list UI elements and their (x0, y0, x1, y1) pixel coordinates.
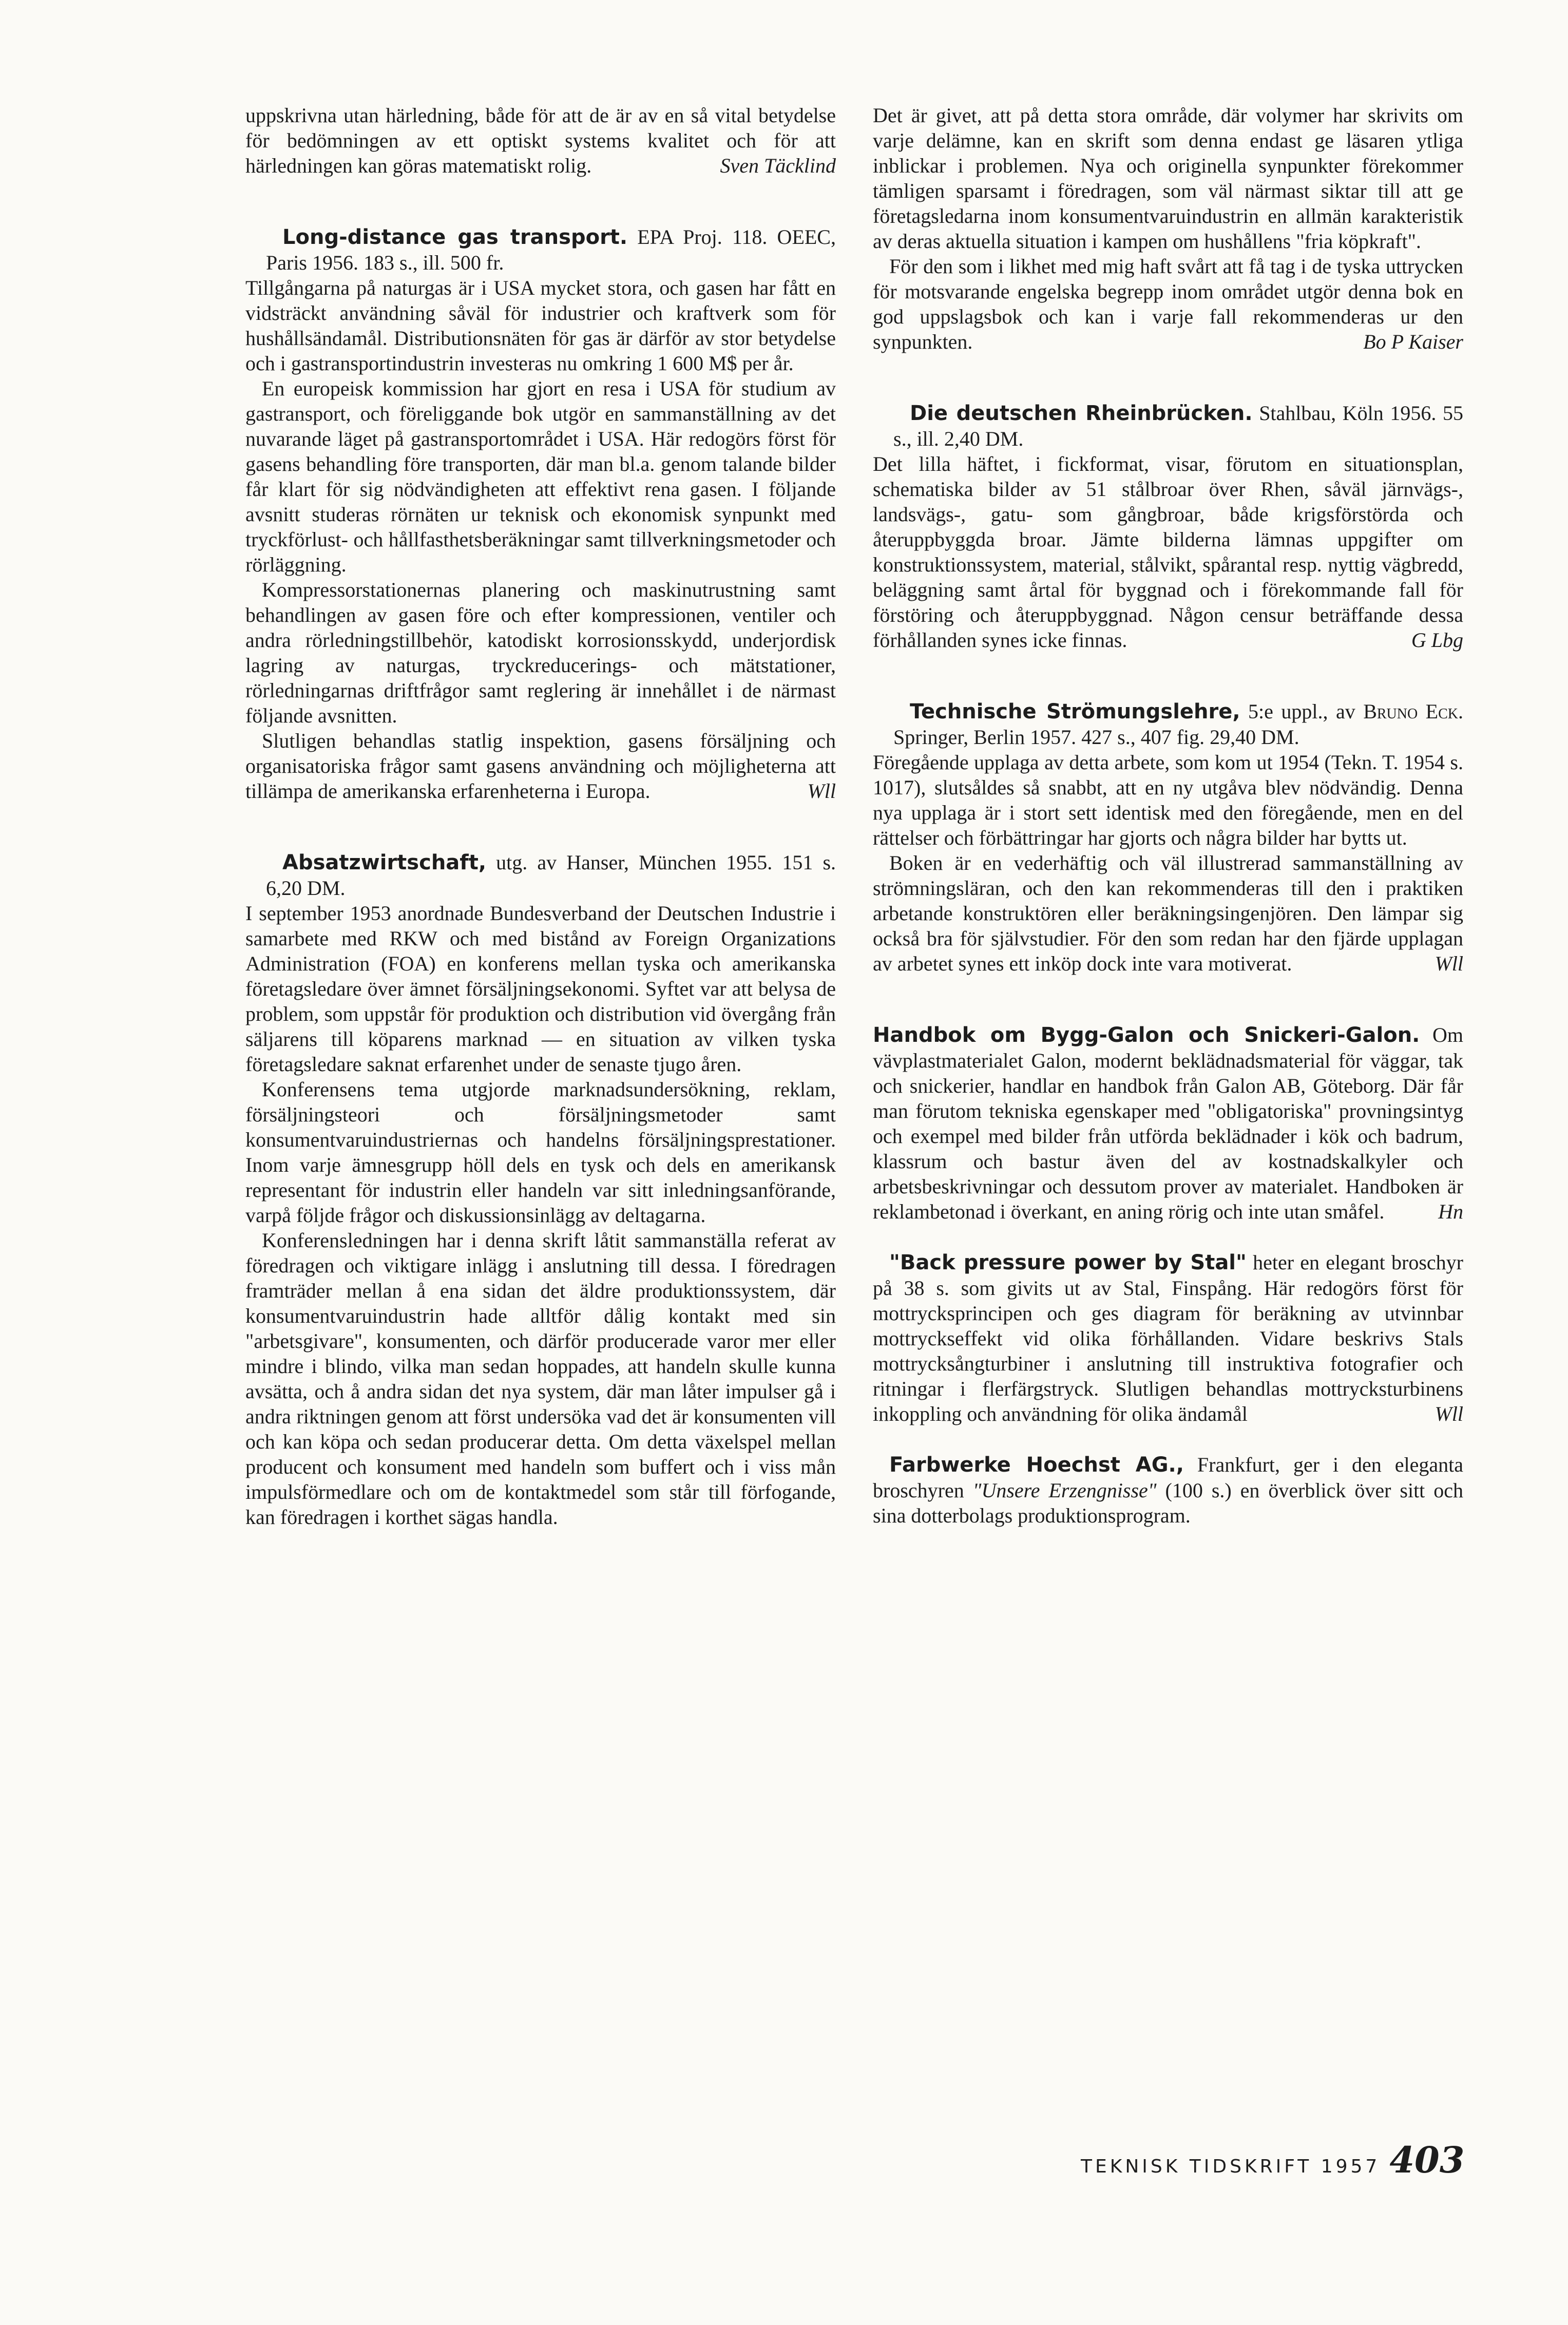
reviewer-signature: Bo P Kaiser (1363, 330, 1463, 353)
review-title: Die deutschen Rheinbrücken. (910, 402, 1253, 425)
paragraph: uppskrivna utan härledning, både för att de är av en så vital betydelse för bedömningen av ett optiskt systems kvalitet och för att härledningen kan göras matematiskt rolig. (245, 104, 836, 177)
reviewer-signature: Wll (807, 779, 836, 803)
reviewer-signature: Wll (1435, 1402, 1463, 1425)
paragraph: heter en elegant broschyr på 38 s. som givits ut av Stal, Finspång. Här redogörs först för mottrycksprincipen och ges diagram för beräkning av utvinnbar mottryckseffekt vid olika förhållanden. Vidare beskrivs Stals mottrycksångturbiner i anslutning till instruktiva fotografier och ritningar i flerfärgstryck. Slutligen behandlas mottrycksturbinens inkoppling och användning för olika ändamål (873, 1251, 1463, 1425)
page-footer (1081, 2139, 1465, 2181)
reviewer-signature: Wll (1435, 952, 1463, 975)
paragraph: Tillgångarna på naturgas är i USA mycket stora, och gasen har fått en vidsträckt användning såväl för industrier och kraftverk som för hushållsändamål. Distributionsnäten för gas är därför av stor betydelse och i gastransportindustrin investeras nu omkring 1 600 M$ per år. (245, 276, 836, 375)
paragraph: För den som i likhet med mig haft svårt att få tag i de tyska uttrycken för motsvarande engelska begrepp inom området utgör denna bok en god uppslagsbok och kan i varje fall rekommenderas ur den synpunkten. (873, 255, 1463, 353)
review-continuation (245, 103, 836, 178)
paragraph: Kompressorstationernas planering och maskinutrustning samt behandlingen av gasen före och efter kompressionen, ventiler och andra rörledningstillbehör, katodiskt korrosionsskydd, underjordisk lagring av naturgas, tryckreducerings- och mätstationer, rörledningarnas driftfrågor samt reglering är innehållet i de närmast följande avsnitten. (245, 578, 836, 727)
paragraph: Boken är en vederhäftig och väl illustrerad sammanställning av strömningsläran, och den kan rekommenderas till den i praktiken arbetande konstruktören eller beräkningsingenjören. Den lämpar sig också bra för självstudier. För den som redan har den fjärde upplagan av arbetet synes ett inköp dock inte vara motiverat. (873, 851, 1463, 975)
paragraph: Konferensledningen har i denna skrift låtit sammanställa referat av föredragen och viktigare inlägg i anslutning till dessa. I föredragen framträder mellan å ena sidan det äldre produktionssystem, där konsumentvaruindustrin hade alltför dålig kontakt med sin "arbetsgivare", konsumenten, och därför producerade varor mer eller mindre i blindo, vilka man sedan hoppades, att handeln skulle kunna avsätta, och å andra sidan det nya system, där man låter impulser gå i andra riktningen genom att först undersöka vad det är konsumenten vill och kan köpa och sedan producerar detta. Om detta växelspel mellan producent och konsument med handeln som buffert och i viss mån impulsförmedlare och om de kontaktmedel som står till förfogande, kan föredragen i korthet sägas handla. (245, 1229, 836, 1529)
review-title: Farbwerke Hoechst AG., (889, 1453, 1184, 1477)
left-column (245, 103, 836, 1576)
review-absatzwirtschaft (245, 850, 836, 1530)
paragraph: Konferensens tema utgjorde marknadsundersökning, reklam, försäljningsteori och försäljningsmetoder samt konsumentvaruindustriernas och handelns försäljningsprestationer. Inom varje ämnesgrupp höll dels en tysk och dels en amerikansk representant för industrin eller handeln var sitt inledningsanförande, varpå följde frågor och diskussionsinlägg av deltagarna. (245, 1078, 836, 1227)
paragraph: I september 1953 anordnade Bundesverband der Deutschen Industrie i samarbete med RKW och med bistånd av Foreign Organizations Administration (FOA) en konferens mellan tyska och amerikanska företagsledare över ämnet försäljningsekonomi. Syftet var att belysa de problem, som uppstår för produktion och distribution vid övergång från säljarens till köparens marknad — en situation av vilken tyska företagsledare saknat erfarenhet under de senaste tjugo åren. (245, 902, 836, 1076)
reviewer-signature: Hn (1438, 1200, 1463, 1223)
paragraph: Det lilla häftet, i fickformat, visar, förutom en situationsplan, schematiska bilder av 51 stålbroar över Rhen, såväl järnvägs-, landsvägs-, gatu- som gångbroar, både krigsförstörda och återuppbyggda broar. Jämte bilderna lämnas uppgifter om konstruktionssystem, material, stålvikt, spårantal resp. nyttig vägbredd, beläggning samt årtal för byggnad och i förekommande fall för förstöring och återuppbyggnad. Någon censur beträffande dessa förhållanden synes icke finnas. (873, 452, 1463, 652)
paragraph: Det är givet, att på detta stora område, där volymer har skrivits om varje delämne, kan en skrift som denna endast ge läsaren ytliga inblickar i problemen. Nya och originella synpunkter förekommer tämligen sparsamt i föredragen, som väl närmast siktar till att ge företagsledarna inom konsumentvaruindustrin en allmän karakteristik av deras aktuella situation i kampen om hushållens "fria köpkraft". (873, 104, 1463, 253)
review-meta: utg. av Hanser, München 1955. 151 s. 6,20 DM. (266, 851, 836, 900)
review-farbwerke-hoechst (873, 1452, 1463, 1528)
review-title: Absatzwirtschaft, (282, 851, 487, 874)
page-number: 403 (1389, 2139, 1465, 2181)
paragraph: Slutligen behandlas statlig inspektion, gasens försäljning och organisatoriska frågor samt gasens användning och möjligheterna att tillämpa de amerikanska erfarenheterna i Europa. (245, 729, 836, 803)
review-long-distance-gas-transport (245, 224, 836, 804)
review-back-pressure-power (873, 1250, 1463, 1426)
review-meta: . Springer, Berlin 1957. 427 s., 407 fig. 29,40 DM. (893, 700, 1464, 749)
right-column (873, 103, 1463, 1574)
review-technische-stroemungslehre (873, 699, 1463, 976)
review-absatzwirtschaft-continued (873, 103, 1463, 354)
review-title: Long-distance gas transport. (282, 225, 628, 249)
review-meta: Stahlbau, Köln 1956. 55 s., ill. 2,40 DM. (893, 402, 1464, 450)
review-meta: EPA Proj. 118. OEEC, Paris 1956. 183 s., ill. 500 fr. (266, 225, 836, 274)
review-die-deutschen-rheinbruecken (873, 401, 1463, 653)
review-title: Handbok om Bygg-Galon och Snickeri-Galon. (873, 1023, 1420, 1047)
review-handbok-galon (873, 1022, 1463, 1224)
review-meta: 5:e uppl., av (1248, 700, 1355, 723)
paragraph: Om vävplastmaterialet Galon, modernt beklädnadsmaterial för väggar, tak och snickerier, handlar en handbok från Galon AB, Göteborg. Där får man förutom tekniska egenskaper med "obligatoriska" provningsintyg och exempel med bilder från utförda beklädnader i kök och badrum, klassrum och bastur även del av kostnadskalkyler och arbetsbeskrivningar och dessutom prover av materialet. Handboken är reklambetonad i överkant, en aning rörig och inte utan småfel. (873, 1023, 1464, 1223)
paragraph: (100 s.) en överblick över sitt och sina dotterbolags produktionsprogram. (873, 1479, 1464, 1527)
paragraph: Föregående upplaga av detta arbete, som kom ut 1954 (Tekn. T. 1954 s. 1017), slutsåldes så snabbt, att en ny utgåva blev nödvändig. Denna nya upplaga är i stort sett identisk med den föregående, men en del rättelser och förbättringar har gjorts och några bilder har bytts ut. (873, 751, 1463, 849)
reviewer-signature: Sven Täcklind (720, 154, 836, 177)
brochure-title: "Unsere Erzengnisse" (972, 1479, 1157, 1502)
reviewer-signature: G Lbg (1411, 628, 1463, 652)
review-author: Bruno Eck (1363, 700, 1459, 723)
review-title: "Back pressure power by Stal" (889, 1251, 1247, 1274)
paragraph: Frankfurt, ger i den eleganta broschyren (873, 1453, 1464, 1502)
paragraph: En europeisk kommission har gjort en resa i USA för studium av gastransport, och föreliggande bok utgör en sammanställning av det nuvarande läget på gastransportområdet i USA. Här redogörs först för gasens behandling före transporten, där man bl.a. genom talande bilder får klart för sig nödvändigheten att effektivt rena gasen. I följande avsnitt studeras rörnäten ur teknisk och ekonomisk synpunkt med tryckförlust- och hållfasthetsberäkningar samt tillverkningsmetoder och rörläggning. (245, 377, 836, 576)
journal-name: TEKNISK TIDSKRIFT 1957 (1081, 2156, 1381, 2177)
review-title: Technische Strömungslehre, (910, 700, 1240, 723)
